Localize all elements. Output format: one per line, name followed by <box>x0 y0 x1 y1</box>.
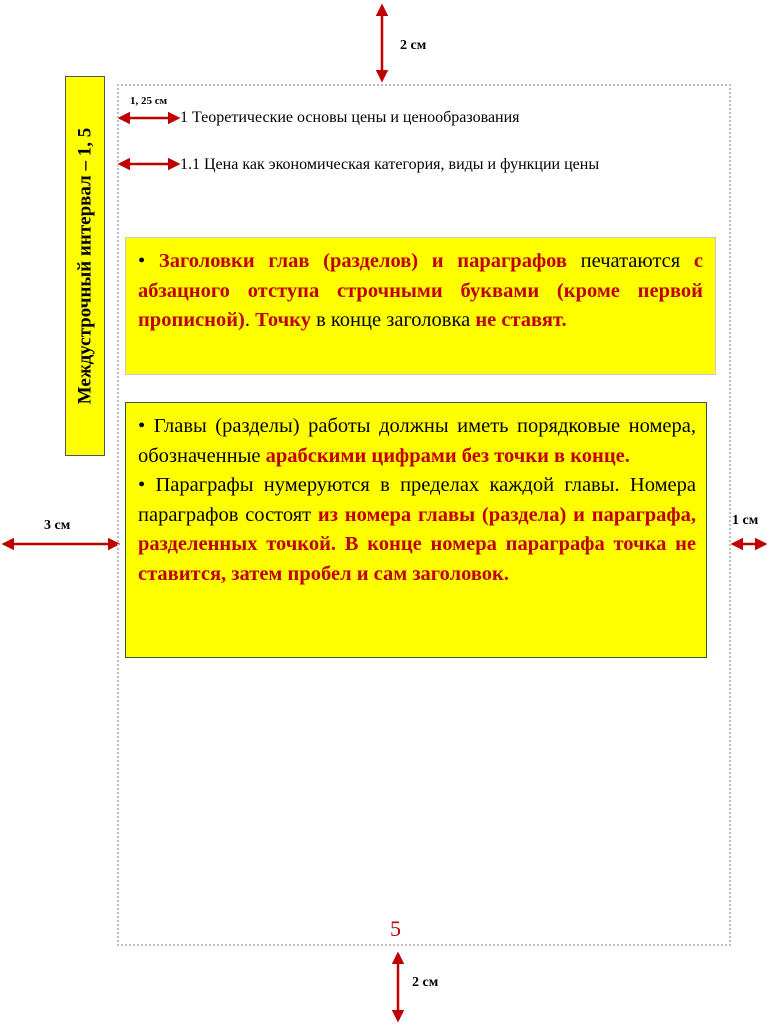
left-margin-label: 3 см <box>44 518 71 533</box>
right-margin-label: 1 см <box>732 513 759 528</box>
paragraph-heading: 1.1 Цена как экономическая категория, виды и функции цены <box>180 156 600 173</box>
page-number: 5 <box>390 916 401 941</box>
numbering-rules-box <box>125 402 707 658</box>
line-spacing-label-box <box>65 76 105 456</box>
chapter-heading: 1 Теоретические основы цены и ценообразования <box>180 109 520 126</box>
indent-label: 1, 25 см <box>130 95 168 107</box>
line-spacing-label: Междустрочный интервал – 1, 5 <box>74 127 96 405</box>
paragraph-numbering-rule: • Параграфы нумеруются в пределах каждой главы. Номера параграфов состоят из номера главы (раздела) и параграфа, разделенных точкой. В конце номера параграфа точка не ставится, затем пробел и сам заголовок. <box>138 474 696 585</box>
heading-rules-box <box>125 237 716 375</box>
chapter-numbering-rule: • Главы (разделы) работы должны иметь порядковые номера, обозначенные арабскими цифрами без точки в конце. <box>138 415 696 467</box>
bottom-margin-label: 2 см <box>412 975 439 990</box>
top-margin-label: 2 см <box>400 38 427 53</box>
heading-rules-text: • Заголовки глав (разделов) и параграфов печатаются с абзацного отступа строчными буквами (кроме первой прописной). Точку в конце заголовка не ставят. <box>138 250 703 331</box>
